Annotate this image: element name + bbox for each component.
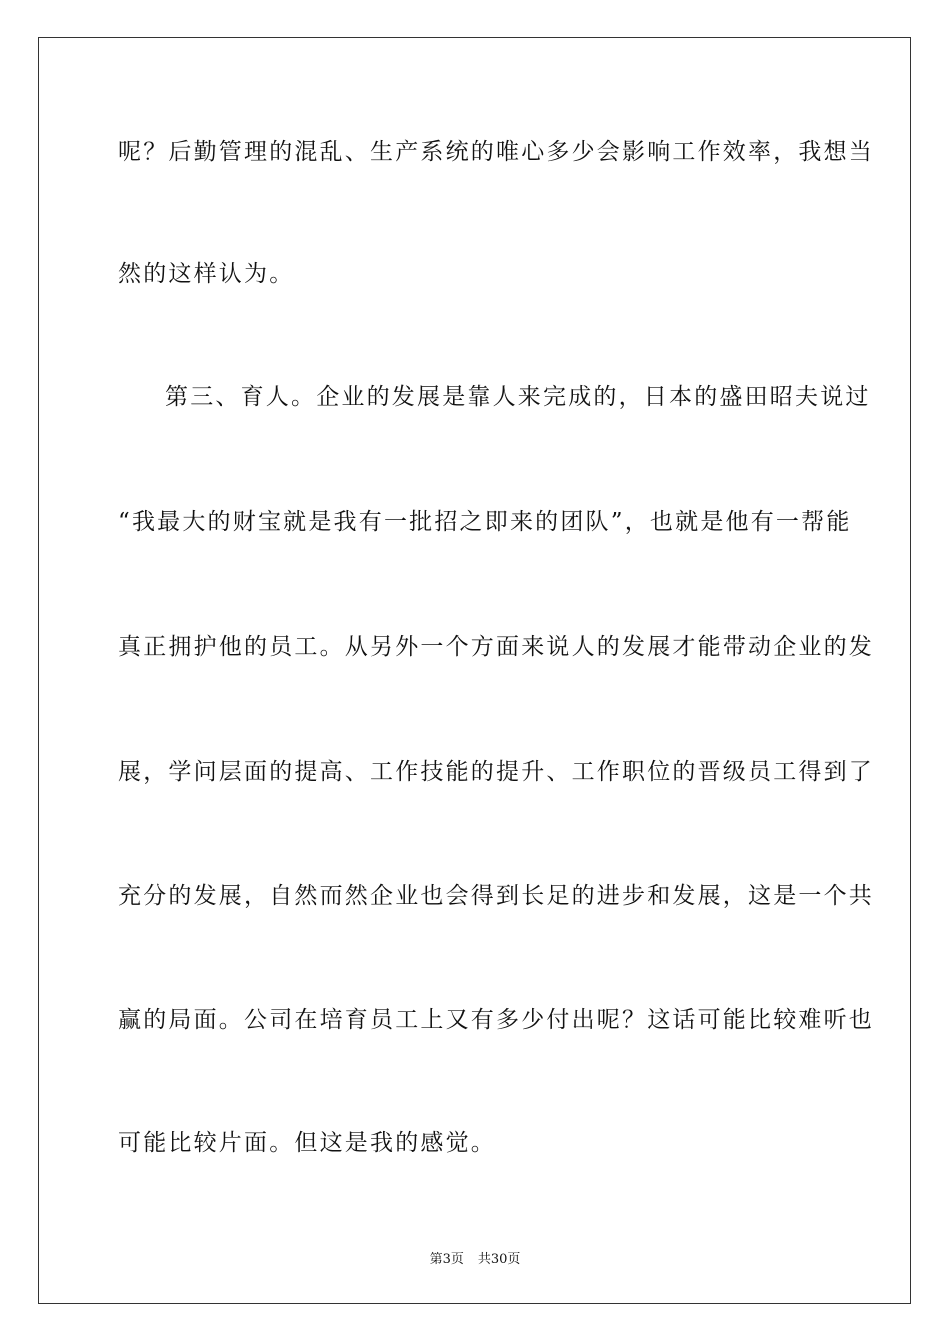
body-line-5: 真正拥护他的员工。从另外一个方面来说人的发展才能带动企业的发 [118,634,874,660]
body-line-6: 展，学问层面的提高、工作技能的提升、工作职位的晋级员工得到了 [118,759,874,785]
body-line-3: 第三、育人。企业的发展是靠人来完成的，日本的盛田昭夫说过 [165,384,871,410]
body-line-8: 赢的局面。公司在培育员工上又有多少付出呢？这话可能比较难听也 [118,1007,874,1033]
page-border [38,37,911,1304]
page-footer [0,1248,950,1267]
current-page-number: 第3页 [429,1252,464,1267]
body-line-2: 然的这样认为。 [118,261,295,287]
body-line-4: “我最大的财宝就是我有一批招之即来的团队”，也就是他有一帮能 [118,509,852,535]
body-line-1: 呢？后勤管理的混乱、生产系统的唯心多少会影响工作效率，我想当 [118,139,874,165]
body-line-9: 可能比较片面。但这是我的感觉。 [118,1130,496,1156]
total-page-count: 共30页 [477,1252,521,1267]
body-line-7: 充分的发展，自然而然企业也会得到长足的进步和发展，这是一个共 [118,883,874,909]
